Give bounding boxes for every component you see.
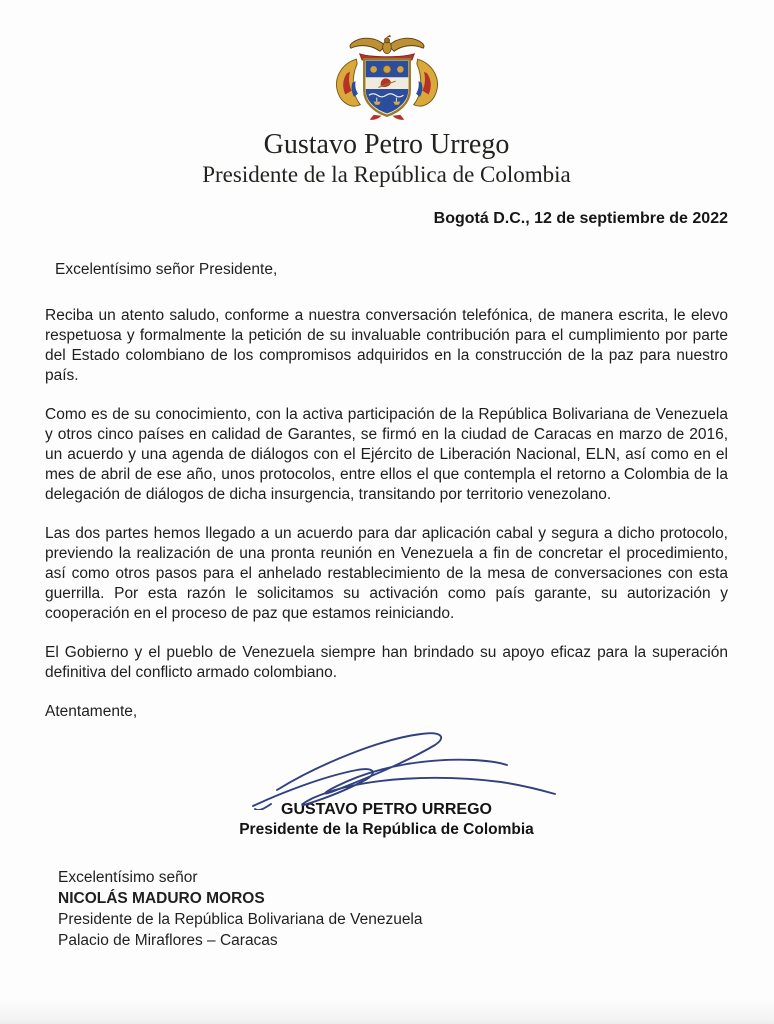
paragraph-2: Como es de su conocimiento, con la activa participación de la República Bolivariana de Venezuela y otros cinco países en calidad de Garantes, se firmó en la ciudad de Caracas en marzo de 2016, un acuerdo y una agenda de diálogos con el Ejército de Liberación Nacional, ELN, así como en el mes de abril de ese año, unos protocolos, entre ellos el que contempla el retorno a Colombia de la delegación de diálogos de dicha insurgencia, transitando por territorio venezolano. (45, 406, 728, 503)
sender-title: Presidente de la República de Colombia (202, 162, 571, 187)
paragraph-3: Las dos partes hemos llegado a un acuerdo para dar aplicación cabal y segura a dicho protocolo, previendo la realización de una pronta reunión en Venezuela a fin de concretar el procedimiento, así como otros pasos para el anhelado restablecimiento de la mesa de conversaciones con esta guerrilla. Por esta razón le solicitamos su activación como país garante, su autorización y cooperación en el proceso de paz que estamos reiniciando. (45, 525, 728, 622)
recipient-name: NICOLÁS MADURO MOROS (58, 890, 265, 907)
closing: Atentamente, (45, 703, 138, 720)
recipient-block (58, 867, 728, 951)
letter-body (45, 306, 728, 683)
recipient-address: Palacio de Miraflores – Caracas (58, 932, 278, 949)
sender-name: Gustavo Petro Urrego (263, 129, 510, 160)
signature-block (45, 730, 728, 840)
paragraph-4: El Gobierno y el pueblo de Venezuela siempre han brindado su apoyo eficaz para la superación definitiva del conflicto armado colombiano. (45, 644, 728, 681)
handwritten-signature-icon (249, 730, 561, 810)
dateline: Bogotá D.C., 12 de septiembre de 2022 (433, 210, 728, 227)
signer-name: GUSTAVO PETRO URREGO (281, 801, 492, 818)
salutation: Excelentísimo señor Presidente, (55, 261, 278, 278)
paragraph-1: Reciba un atento saludo, conforme a nuestra conversación telefónica, de manera escrita, le elevo respetuosa y formalmente la petición de su invaluable contribución para el cumplimiento por parte del Estado colombiano de los compromisos adquiridos en la construcción de la paz para nuestro país. (45, 307, 728, 384)
letterhead (45, 34, 728, 188)
colombia-coat-of-arms-icon (45, 34, 728, 127)
signer-title: Presidente de la República de Colombia (239, 821, 534, 838)
recipient-title: Presidente de la República Bolivariana de Venezuela (58, 911, 423, 928)
recipient-salutation: Excelentísimo señor (58, 869, 198, 886)
